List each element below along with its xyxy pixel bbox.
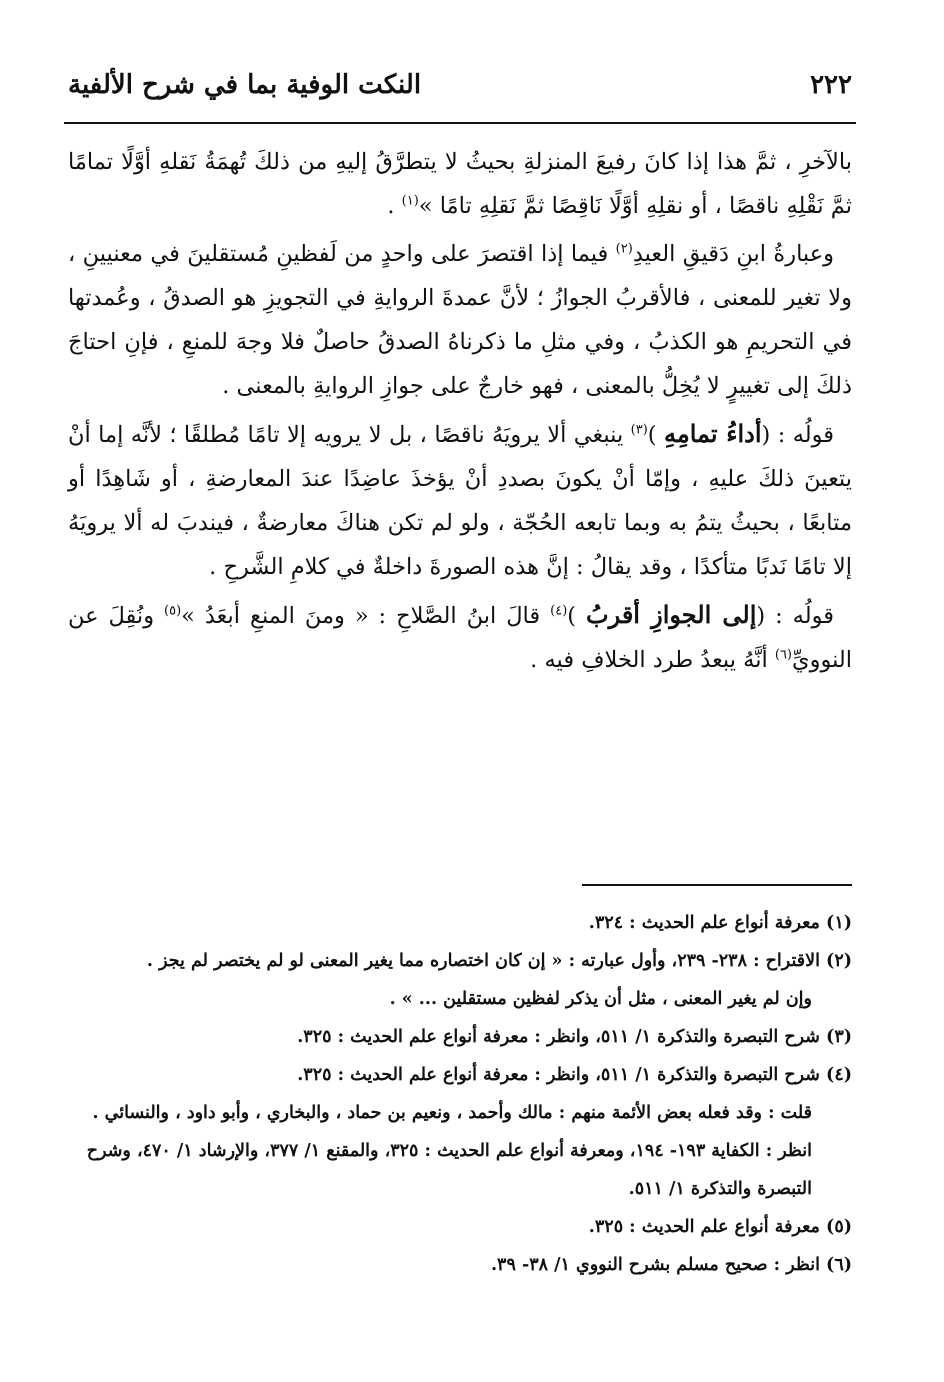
footnote-text: معرفة أنواع علم الحديث : ٣٢٥. bbox=[588, 1217, 827, 1237]
paragraph-4 bbox=[68, 593, 852, 682]
paragraph-1-end: . bbox=[387, 193, 402, 219]
paragraph-4-end: أنَّهُ يبعدُ طرد الخلافِ فيه . bbox=[530, 647, 775, 673]
footnote-3 bbox=[68, 1018, 852, 1056]
footnote-4 bbox=[68, 1056, 852, 1094]
footnote-text: معرفة أنواع علم الحديث : ٣٢٤. bbox=[588, 913, 827, 933]
footnote-1 bbox=[68, 904, 852, 942]
lemma-4: إلى الجوازِ أقربُ bbox=[586, 600, 757, 629]
paragraph-3-intro: قولُه : ( bbox=[761, 422, 834, 448]
footnote-text: قلت : وقد فعله بعض الأئمة منهم : مالك وأحمد ، ونعيم بن حماد ، والبخاري ، وأبو داود ، والنسائي . انظر : الكفاية ١٩٣- ١٩٤، ومعرفة أنواع علم الحديث : ٣٢٥، والمقنع ١/ ٣٧٧، والإرشاد ١/ ٤٧٠، وشرح التبصرة والتذكرة ١/ ٥١١. bbox=[86, 1103, 812, 1199]
paragraph-2-start: وعبارةُ ابنِ دَقيقِ العيدِ bbox=[632, 241, 835, 267]
footnote-4-continued bbox=[68, 1094, 852, 1208]
footnote-2 bbox=[68, 942, 852, 980]
footnote-5 bbox=[68, 1208, 852, 1246]
running-header bbox=[68, 58, 852, 118]
paragraph-4-intro: قولُه : ( bbox=[756, 603, 834, 629]
footnote-ref-2: (٢) bbox=[615, 241, 633, 257]
footnote-number: (٦) bbox=[826, 1255, 852, 1275]
footnote-number: (١) bbox=[826, 913, 852, 933]
footnote-ref-4: (٤) bbox=[550, 603, 568, 619]
lemma-3: أداءُ تمامِهِ bbox=[664, 419, 762, 448]
footnote-number: (٥) bbox=[826, 1217, 852, 1237]
paragraph-1-text: بالآخرِ ، ثمَّ هذا إذا كانَ رفيعَ المنزلةِ بحيثُ لا يتطرَّقُ إليهِ من ذلكَ تُهمَةُ نَقلهِ أوَّلًا تمامًا ثمَّ نَقْلِهِ ناقصًا ، أو نقلِهِ أوَّلًا نَاقِصًا ثمَّ نَقلِهِ تامًا » bbox=[68, 149, 852, 219]
footnote-text: الاقتراح : ٢٣٨- ٢٣٩، وأول عبارته : « إن كان اختصاره مما يغير المعنى لو لم يختصر لم يجز . bbox=[146, 951, 827, 971]
paragraph-3 bbox=[68, 412, 852, 589]
footnote-6 bbox=[68, 1246, 852, 1284]
footnote-ref-5: (٥) bbox=[164, 603, 182, 619]
footnote-separator bbox=[582, 884, 852, 886]
paragraph-2-text: فيما إذا اقتصرَ على واحدٍ من لَفظينِ مُستقلينَ في معنيينِ ، ولا تغير للمعنى ، فالأقربُ الجوازُ ؛ لأنَّ عمدةَ الروايةِ في التجويزِ هو الصدقُ ، وعُمدتها في التحريمِ هو الكذبُ ، وفي مثلِ ما ذكرناهُ الصدقُ حاصلٌ فلا وجهَ للمنعِ ، فإنِ احتاجَ ذلكَ إلى تغييرٍ لا يُخِلُّ بالمعنى ، فهو خارجٌ على جوازِ الروايةِ بالمعنى . bbox=[68, 241, 852, 399]
paragraph-4-quote: قالَ ابنُ الصَّلاحِ : « ومنَ المنعِ أبعَدُ » bbox=[181, 603, 551, 629]
footnote-2-continued bbox=[68, 980, 852, 1018]
footnotes bbox=[68, 904, 852, 1284]
paragraph-4-mid: ونُقِلَ عن النوويِّ bbox=[68, 603, 852, 673]
running-title: النكت الوفية بما في شرح الألفية bbox=[68, 70, 422, 100]
footnote-text: انظر : صحيح مسلم بشرح النووي ١/ ٣٨- ٣٩. bbox=[490, 1255, 827, 1275]
paragraph-3-bracket: ) bbox=[647, 422, 664, 448]
header-rule bbox=[64, 122, 856, 124]
paragraph-3-text: ينبغي ألا يرويَهُ ناقصًا ، بل لا يرويه إلا تامًا مُطلقًا ؛ لأنَّه إما أنْ يتعينَ ذلكَ عليهِ ، وإمّا أنْ يكونَ بصددِ أنْ يؤخذَ عاضِدًا عندَ المعارضةِ ، أو شَاهِدًا أو متابعًا ، بحيثُ يتمُ به وبما تابعه الحُجّة ، ولو لم تكن هناكَ معارضةٌ ، فيندبَ له ألا يرويَهُ إلا تامًا نَدبًا متأكدًا ، وقد يقالُ : إنَّ هذه الصورةَ داخلةٌ في كلامِ الشَّرحِ . bbox=[68, 422, 852, 580]
footnote-number: (٤) bbox=[826, 1065, 852, 1085]
main-text bbox=[68, 140, 852, 686]
footnote-ref-3: (٣) bbox=[630, 422, 648, 438]
paragraph-2 bbox=[68, 232, 852, 408]
paragraph-4-bracket: ) bbox=[567, 603, 586, 629]
page-number: ٢٢٢ bbox=[810, 70, 852, 100]
paragraph-1 bbox=[68, 140, 852, 228]
book-page bbox=[68, 0, 852, 1382]
footnote-ref-1: (١) bbox=[401, 193, 419, 209]
footnote-text: شرح التبصرة والتذكرة ١/ ٥١١، وانظر : معرفة أنواع علم الحديث : ٣٢٥. bbox=[297, 1027, 827, 1047]
footnote-ref-6: (٦) bbox=[774, 647, 792, 663]
footnote-number: (٣) bbox=[826, 1027, 852, 1047]
footnote-text: شرح التبصرة والتذكرة ١/ ٥١١، وانظر : معرفة أنواع علم الحديث : ٣٢٥. bbox=[297, 1065, 827, 1085]
footnote-text: وإن لم يغير المعنى ، مثل أن يذكر لفظين مستقلين ... » . bbox=[389, 989, 812, 1009]
footnote-number: (٢) bbox=[826, 951, 852, 971]
